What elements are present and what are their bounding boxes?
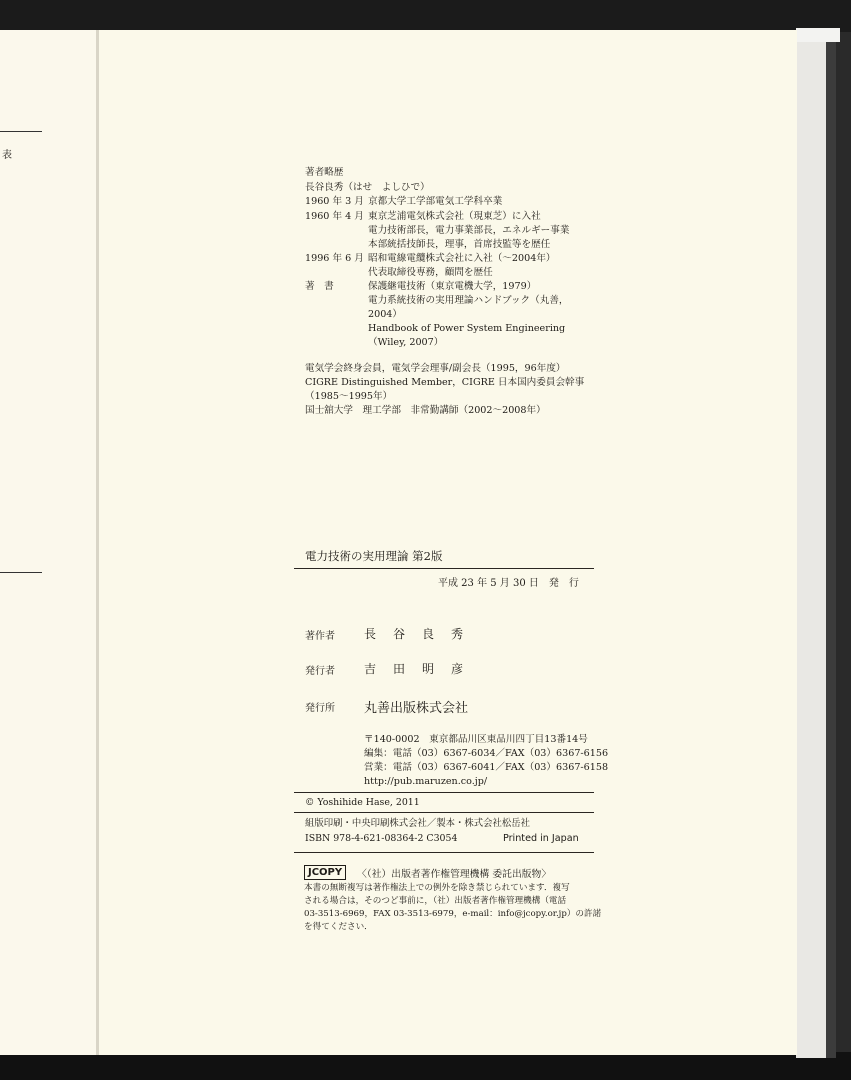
printing-credits: 組版印刷・中央印刷株式会社／製本・株式会社松岳社 <box>305 818 531 829</box>
back-cover-edge <box>826 38 836 1058</box>
scan-background-top <box>0 0 851 32</box>
membership-line: （1985～1995年） <box>305 391 393 402</box>
author-name: 長谷良秀 <box>364 627 481 641</box>
page-corner <box>796 28 840 42</box>
copy-notice-line: される場合は，そのつど事前に，（社）出版者著作権管理機構（電話 <box>304 896 567 906</box>
publisher-url: http://pub.maruzen.co.jp/ <box>364 776 488 787</box>
back-cover-board <box>796 38 830 1058</box>
bio-heading: 著者略歴 <box>305 167 344 178</box>
left-page <box>0 30 98 1055</box>
left-page-rule-bottom <box>0 572 42 573</box>
left-page-rule-top <box>0 131 42 132</box>
bio-line: 本部統括技師長，理事，首席技監等を歴任 <box>368 239 551 250</box>
isbn-rule <box>294 852 594 853</box>
isbn: ISBN 978-4-621-08364-2 C3054 <box>305 833 458 844</box>
bio-key: 1996 年 6 月 <box>305 253 364 264</box>
publisher-label: 発行者 <box>305 666 335 677</box>
bio-key: 著 書 <box>305 281 334 292</box>
scan-background-bottom <box>0 1052 851 1080</box>
left-page-fragment: 表 <box>2 150 12 161</box>
copyright-rule-top <box>294 792 594 793</box>
bio-line: 東京芝浦電気株式会社（現東芝）に入社 <box>368 211 541 222</box>
bio-line: 2004） <box>368 309 403 320</box>
address-line: 〒140-0002 東京都品川区東品川四丁目13番14号 <box>364 734 588 745</box>
copy-notice-line: 03-3513-6969，FAX 03-3513-6979，e-mail：info@jcopy.or.jp）の許諾 <box>304 909 602 919</box>
copy-notice-line: を得てください． <box>304 922 373 932</box>
copyright: © Yoshihide Hase, 2011 <box>305 797 420 808</box>
printed-in: Printed in Japan <box>503 833 579 844</box>
bio-line: 電力系統技術の実用理論ハンドブック（丸善， <box>368 295 569 306</box>
address-line: 営業：電話（03）6367-6041／FAX（03）6367-6158 <box>364 762 609 773</box>
jcopy-organization: 〈（社）出版者著作権管理機構 委託出版物〉 <box>357 869 552 880</box>
bio-line: 保護継電技術（東京電機大学，1979） <box>368 281 537 292</box>
bio-key: 1960 年 3 月 <box>305 196 364 207</box>
bio-line: （Wiley, 2007） <box>368 337 444 348</box>
address-line: 編集：電話（03）6367-6034／FAX（03）6367-6156 <box>364 748 609 759</box>
bio-name: 長谷良秀（はせ よしひで） <box>305 182 430 193</box>
publisher-name: 吉田明彦 <box>364 662 481 676</box>
bio-line: 代表取締役専務，顧問を歴任 <box>368 267 493 278</box>
jcopy-logo: JCOPY <box>304 865 346 880</box>
publishing-house-name: 丸善出版株式会社 <box>364 701 469 716</box>
bio-line: 電力技術部長，電力事業部長，エネルギー事業 <box>368 225 570 236</box>
bio-line: 京都大学工学部電気工学科卒業 <box>368 196 503 207</box>
membership-line: 国士舘大学 理工学部 非常勤講師（2002～2008年） <box>305 405 546 416</box>
author-label: 著作者 <box>305 631 335 642</box>
bio-line: Handbook of Power System Engineering <box>368 323 566 334</box>
book-title: 電力技術の実用理論 第2版 <box>305 549 443 563</box>
membership-line: CIGRE Distinguished Member，CIGRE 日本国内委員会幹事 <box>305 377 585 388</box>
bio-line: 昭和電線電纜株式会社に入社（～2004年） <box>368 253 556 264</box>
publication-date: 平成 23 年 5 月 30 日 発 行 <box>438 578 579 589</box>
bio-key: 1960 年 4 月 <box>305 211 364 222</box>
copyright-rule-bottom <box>294 812 594 813</box>
membership-line: 電気学会終身会員，電気学会理事/副会長（1995，96年度） <box>305 363 566 374</box>
copy-notice-line: 本書の無断複写は著作権法上での例外を除き禁じられています．複写 <box>304 883 570 893</box>
publishing-house-label: 発行所 <box>305 703 335 714</box>
title-rule <box>294 568 594 569</box>
